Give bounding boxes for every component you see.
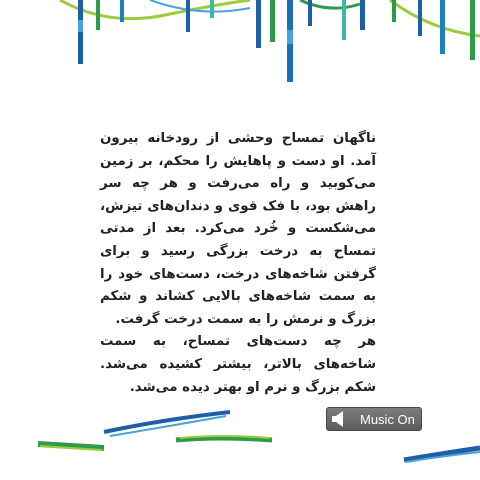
speaker-icon [332,410,352,428]
story-paragraph-1: ناگهان تمساح وحشی از رودخانه بیرون آمد. او دست و پاهایش را محکم، بر زمین می‌کوبید و راه می‌رفت و هر چه سر راهش بود، با فک قوی و دندان‌های تیزش، می‌شکست و خُرد می‌کرد. بعد از مدتی تمساح به درخت بزرگی رسید و برای گرفتن شاخه‌های درخت، دست‌های خود را به سمت شاخه‌های بالایی کشاند و شکم بزرگ و نرمش را به سمت درخت گرفت. [100,131,376,327]
story-text [100,128,376,399]
music-toggle-button[interactable] [326,407,422,431]
music-toggle-label: Music On [360,411,415,427]
story-paragraph-2: هر چه دست‌های تمساح، به سمت شاخه‌های بالاتر، بیشتر کشیده می‌شد. شکم بزرگ و نرم او بهتر دیده می‌شد. [100,334,376,395]
